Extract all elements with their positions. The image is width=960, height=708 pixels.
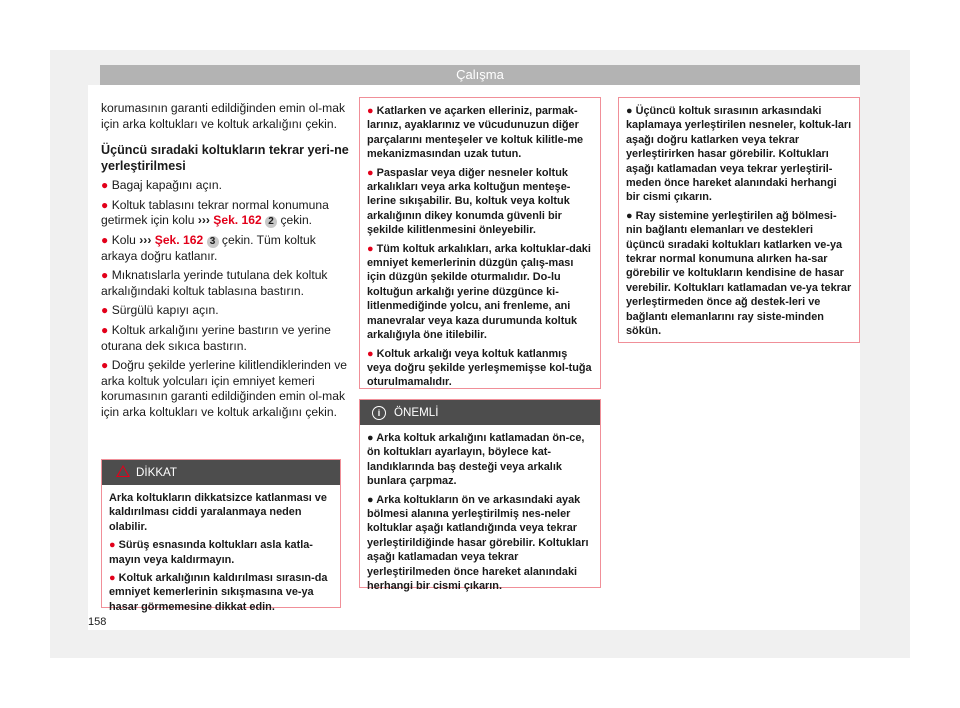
- bullet-icon: ●: [101, 197, 109, 212]
- list-item: ● Arka koltuk arkalığını katlamadan ön-ce, ön koltukları ayarlayın, böylece kat-landıklarında baş desteği veya arkalık bunlara çarpmaz.: [367, 432, 585, 488]
- list-item: ● Üçüncü koltuk sırasının arkasındaki kaplamaya yerleştirilen nesneler, koltuk-ları aşağı doğru katlarken veya tekrar yerleştirirken hasar görebilir. Koltukları aşağı katlamadan veya tekrar yerleştiril-meden önce hareket alanındaki herhangi bir cismi çıkarın.: [626, 105, 852, 204]
- bullet-icon: ●: [101, 178, 109, 193]
- notice-box-title: i ÖNEMLİ: [360, 400, 600, 425]
- list-item: ● Sürgülü kapıyı açın.: [101, 303, 219, 318]
- list-item: ● Koltuk arkalığının kaldırılması sırasın-da emniyet kemerlerinin sıkışmasına ve-ya hasar görmemesine dikkat edin.: [109, 572, 328, 613]
- bullet-icon: ●: [109, 572, 116, 585]
- bullet-icon: ●: [367, 347, 374, 360]
- column-1: [101, 101, 351, 421]
- notice-box-body: [619, 98, 859, 345]
- arrow-icon: ›››: [139, 232, 152, 247]
- list-item: ● Koltuk tablasını tekrar normal konumuna getirmek için kolu ››› Şek. 162 2 çekin.: [101, 197, 329, 228]
- list-item: ● Doğru şekilde yerlerine kilitlendiklerinden ve arka koltuk yolcuları için emniyet kemeri korumasının garanti edildiğinden emin ol-mak için arka koltukları ve koltuk arkalığını çekin.: [101, 358, 347, 419]
- list-item: ● Katlarken ve açarken elleriniz, parmak-larınız, ayaklarınız ve vücudunuzun diğer parçalarını menteşeler ve koltuk kilitle-me mekanizmasından uzak tutun.: [367, 105, 584, 161]
- notice-box-continued: [618, 97, 860, 343]
- notice-box: [359, 399, 601, 593]
- warning-box: [101, 459, 341, 613]
- list-item: ● Koltuk arkalığı veya koltuk katlanmış veya doğru şekilde yerleşmemişse kol-tuğa oturulmamalıdır.: [367, 347, 592, 389]
- bullet-icon: ●: [367, 493, 374, 506]
- list-item: ● Koltuk arkalığını yerine bastırın ve yerine oturana dek sıkıca bastırın.: [101, 322, 331, 353]
- warning-box-body: [360, 98, 600, 396]
- paragraph: korumasının garanti edildiğinden emin ol-mak için arka koltukları ve koltuk arkalığını çekin.: [101, 101, 346, 131]
- warning-box-title: DİKKAT: [102, 460, 340, 485]
- arrow-icon: ›››: [197, 213, 210, 228]
- bullet-icon: ●: [367, 242, 374, 255]
- bullet-icon: ●: [101, 322, 109, 337]
- bullet-icon: ●: [101, 303, 109, 318]
- list-item: ● Bagaj kapağını açın.: [101, 178, 222, 193]
- bullet-icon: ●: [626, 209, 633, 222]
- bullet-icon: ●: [101, 358, 109, 373]
- section-header: Çalışma: [100, 65, 860, 85]
- list-item: ● Arka koltukların ön ve arkasındaki ayak bölmesi alanına yerleştirilmiş nes-neler koltuklar aşağı katlandığında veya tekrar yerleştirildiğinde hasar görebilir. Koltukları aşağı katlamadan veya tekrar yerleştirilmeden önce hareket alanındaki herhangi bir cismi çıkarın.: [367, 493, 589, 593]
- list-item: ● Ray sistemine yerleştirilen ağ bölmesi-nin bağlantı elemanları ve destekleri üçüncü sıradaki koltukları katlarken ve-ya tekrar normal konumuna alırken ha-sar görebilir ve koltukların kendisine de hasar verebilir. Koltukları katlamadan ve-ya tekrar yerleştirmeden önce ağ destek-leri ve bağlantı elemanlarını ray siste-minden sökün.: [626, 209, 852, 338]
- bullet-icon: ●: [367, 432, 374, 444]
- list-item: ● Tüm koltuk arkalıkları, arka koltuklar-daki emniyet kemerlerinin düzgün çalış-ması için düzgün şekilde oturmalıdır. Do-lu koltuğun arkalığı yerine düzgünce ki-litlenmediğinde yolcu, ani frenleme, ani manevralar veya kaza durumunda koltuk arkalığıyla öne itilebilir.: [367, 242, 591, 342]
- bullet-icon: ●: [367, 166, 374, 179]
- warning-text: Arka koltukların dikkatsizce katlanması ve kaldırılması ciddi yaralanmaya neden olabilir.: [109, 492, 327, 533]
- notice-box-body: [360, 425, 600, 599]
- callout-number: 2: [265, 216, 277, 228]
- bullet-icon: ●: [626, 105, 633, 117]
- subheading: Üçüncü sıradaki koltukların tekrar yeri-ne yerleştirilmesi: [101, 143, 349, 174]
- warning-box-continued: [359, 97, 601, 389]
- figure-reference-link[interactable]: Şek. 162: [213, 213, 262, 228]
- bullet-icon: ●: [101, 232, 109, 247]
- list-item: ● Mıknatıslarla yerinde tutulana dek koltuk arkalığındaki koltuk tablasına bastırın.: [101, 268, 328, 298]
- figure-reference-link[interactable]: Şek. 162: [154, 232, 204, 247]
- bullet-icon: ●: [367, 105, 374, 117]
- callout-number: 3: [207, 236, 219, 248]
- bullet-icon: ●: [101, 268, 109, 283]
- info-icon: i: [372, 406, 386, 420]
- list-item: ● Kolu ››› Şek. 162 3 çekin. Tüm koltuk arkaya doğru katlanır.: [101, 232, 316, 263]
- warning-triangle-icon: [116, 465, 130, 477]
- page-number: 158: [88, 616, 107, 628]
- list-item: ● Paspaslar veya diğer nesneler koltuk arkalıkları veya arka koltuğun menteşe-lerine sıkışabilir. Bu, koltuk veya koltuk arkalığının dikey konumda güvenli bir şekilde kilitlenmesini önleyebilir.: [367, 166, 571, 237]
- list-item: ● Sürüş esnasında koltukları asla katla-mayın veya kaldırmayın.: [109, 539, 313, 566]
- bullet-icon: ●: [109, 539, 116, 552]
- warning-box-body: [102, 485, 340, 620]
